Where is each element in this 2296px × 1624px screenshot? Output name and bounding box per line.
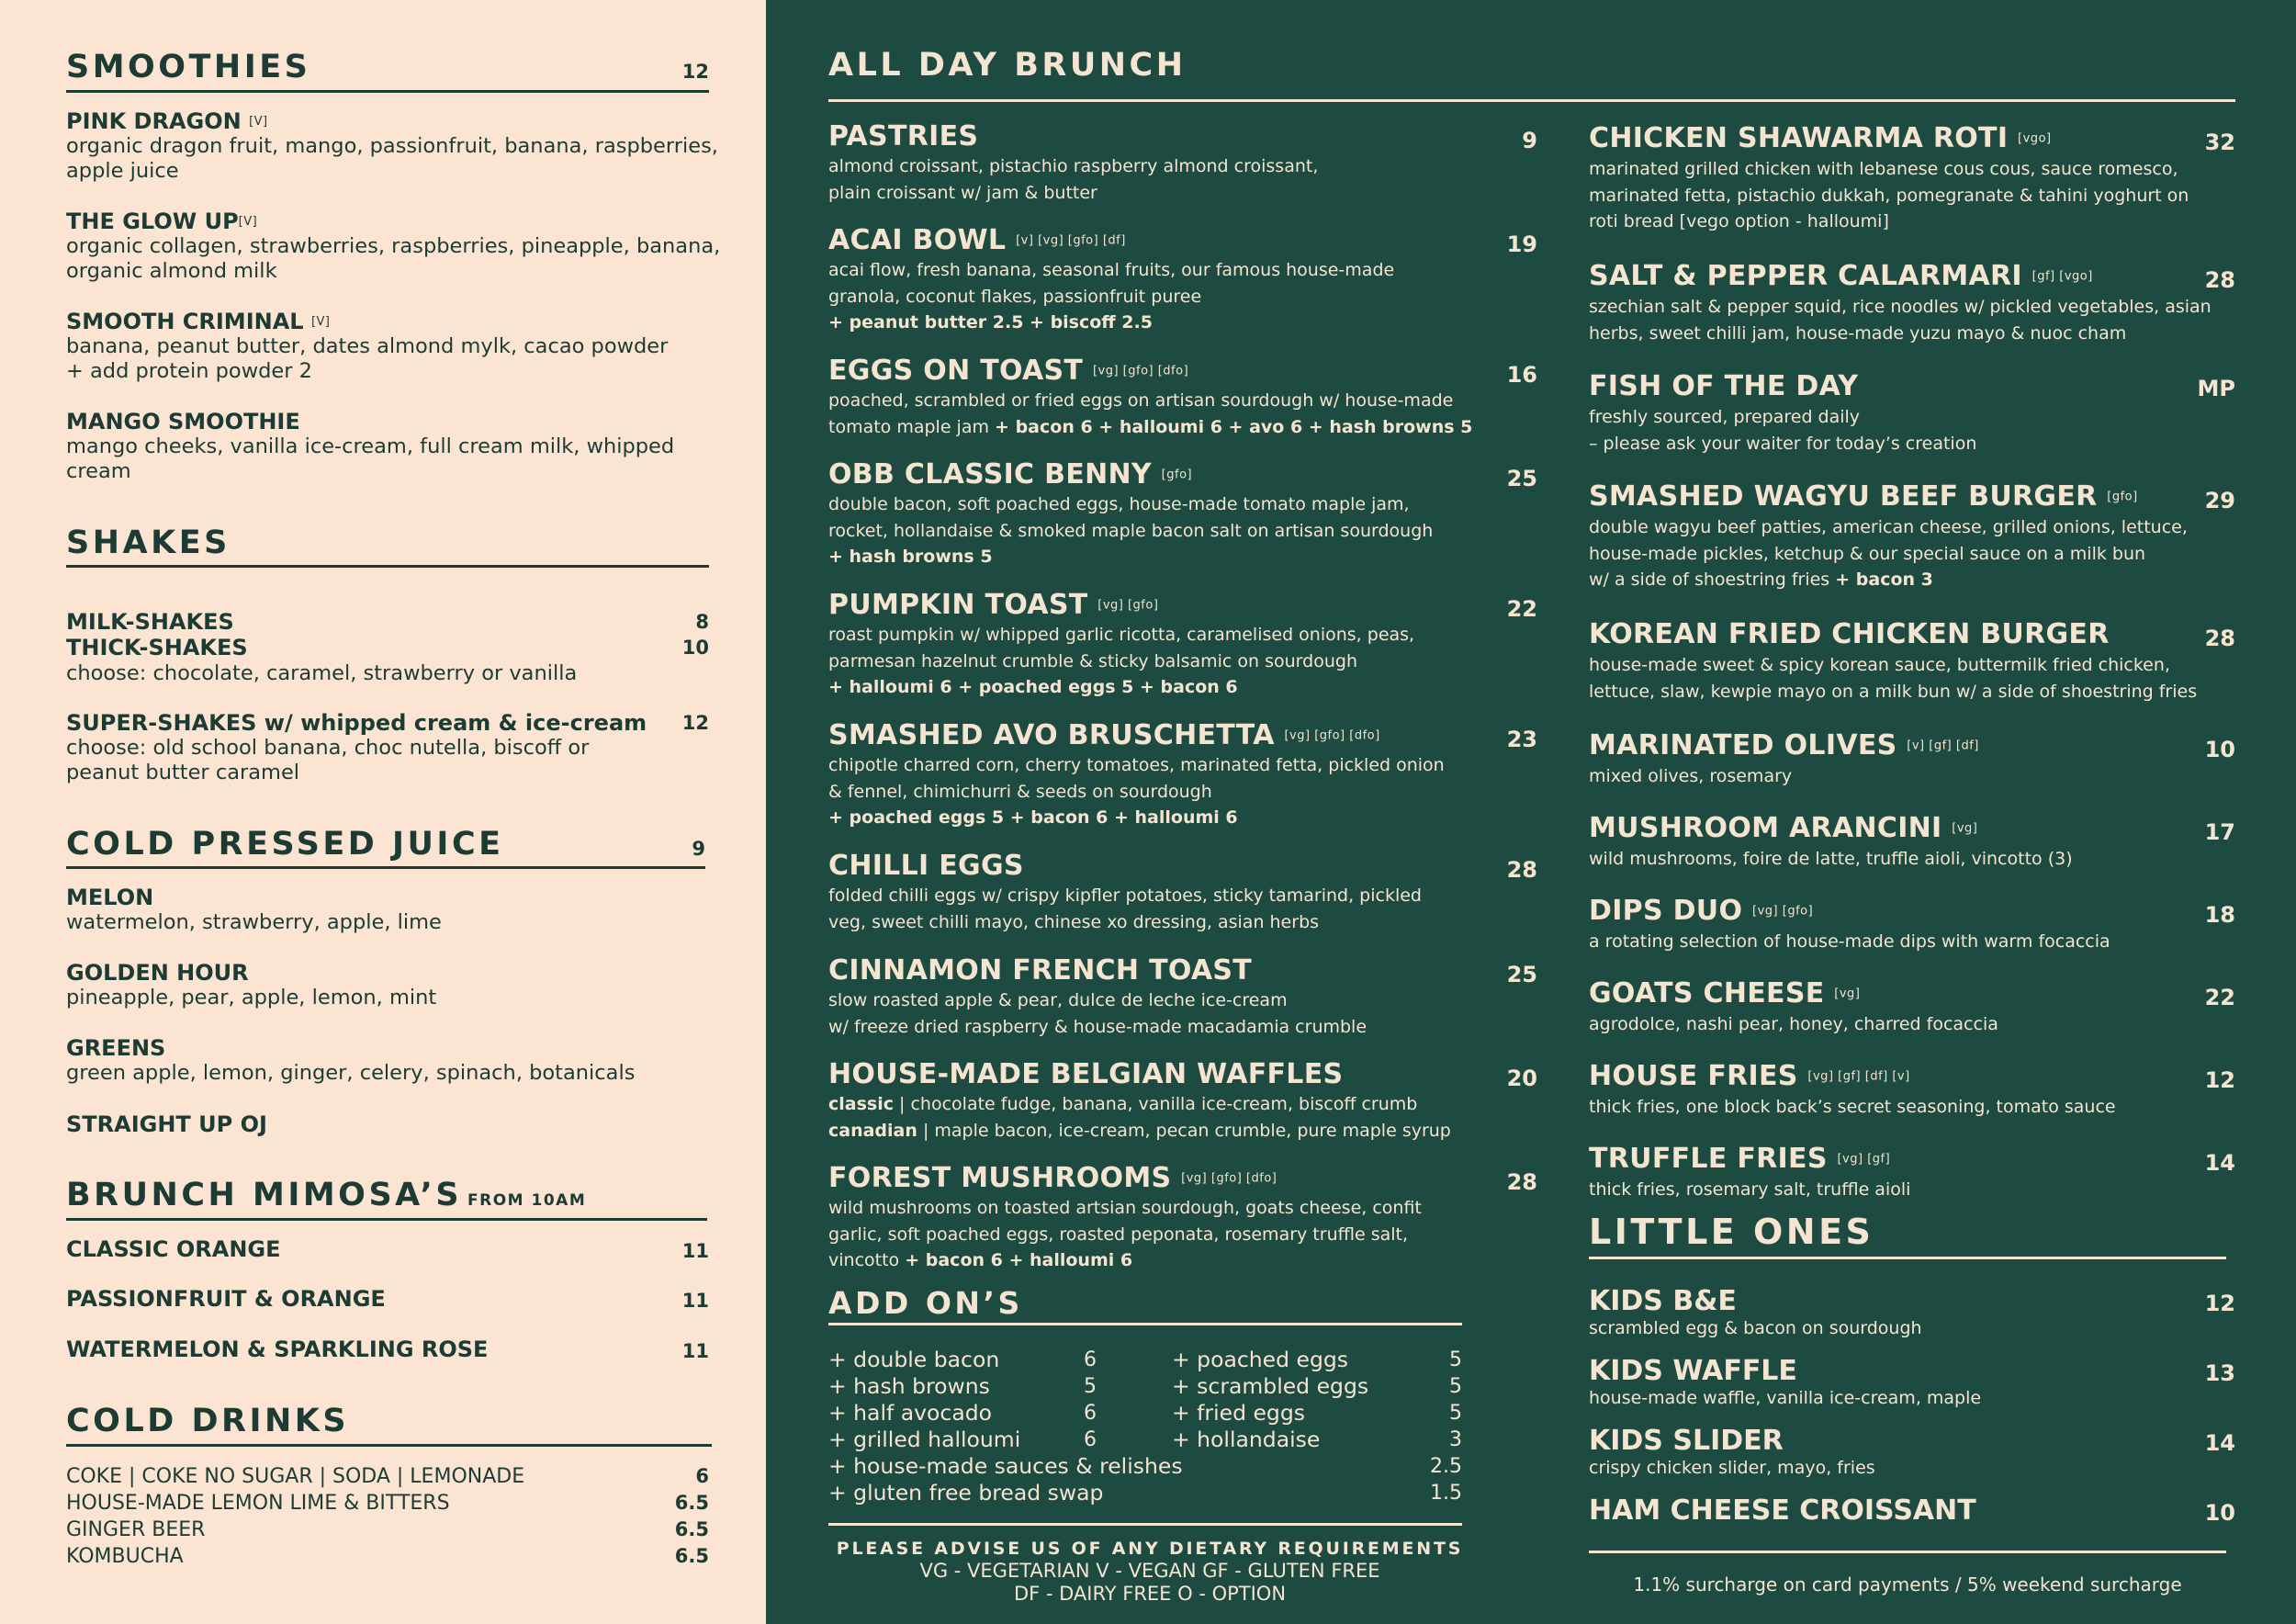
menu-item-desc: roast pumpkin w/ whipped garlic ricotta, caramelised onions, peas, parmesan hazelnut crumble & sticky balsamic on sourdough + halloumi 6 + poached eggs 5 + bacon 6 <box>828 625 1415 697</box>
menu-item-name: MARINATED OLIVES [v] [gf] [df] <box>1589 729 1979 761</box>
juice-price: 9 <box>692 838 705 860</box>
menu-item-desc: mango cheeks, vanilla ice-cream, full cream milk, whipped cream <box>66 434 675 483</box>
divider <box>828 99 2235 102</box>
menu-item-name: MILK-SHAKES <box>66 609 234 635</box>
menu-item-price: 13 <box>2204 1360 2235 1386</box>
addon-price: 5 <box>1449 1348 1462 1371</box>
divider <box>66 90 709 93</box>
menu-item-desc: house-made waffle, vanilla ice-cream, maple <box>1589 1388 1982 1408</box>
menu-item-desc: scrambled egg & bacon on sourdough <box>1589 1318 1922 1338</box>
menu-item-name: TRUFFLE FRIES [vg] [gf] <box>1589 1143 1891 1175</box>
menu-item-price: 20 <box>1506 1066 1537 1091</box>
addon-price: 5 <box>1449 1375 1462 1398</box>
menu-item-name: KOREAN FRIED CHICKEN BURGER <box>1589 618 2110 650</box>
menu-item-price: 16 <box>1506 362 1537 388</box>
menu-item-price: 18 <box>2204 902 2235 928</box>
menu-item-price: 25 <box>1506 962 1537 987</box>
addon-name: + half avocado <box>828 1400 993 1426</box>
menu-item-price: 12 <box>681 712 709 734</box>
menu-item-desc: almond croissant, pistachio raspberry almond croissant, plain croissant w/ jam & butter <box>828 156 1319 203</box>
dietary-key-line2: DF - DAIRY FREE O - OPTION <box>1013 1583 1287 1605</box>
drink-name: GINGER BEER <box>66 1518 206 1541</box>
menu-item-desc: chipotle charred corn, cherry tomatoes, marinated fetta, pickled onion & fennel, chimichurri & seeds on sourdough + poached eggs 5 + bacon 6 + halloumi 6 <box>828 755 1445 828</box>
menu-item-desc: acai flow, fresh banana, seasonal fruits, our famous house-made granola, coconut flakes, passionfruit puree + peanut butter 2.5 + biscoff 2.5 <box>828 260 1395 333</box>
menu-item-name: CINNAMON FRENCH TOAST <box>828 954 1253 987</box>
menu-item-name: KIDS B&E <box>1589 1285 1737 1317</box>
menu-item-price: 12 <box>2204 1291 2235 1316</box>
menu-item-name: GOATS CHEESE [vg] <box>1589 977 1861 1009</box>
menu-item-name: SALT & PEPPER CALARMARI [gf] [vgo] <box>1589 260 2093 292</box>
right-panel <box>766 0 2296 1624</box>
divider <box>66 565 709 568</box>
menu-item-price: 28 <box>1506 1169 1537 1195</box>
menu-item-price: 22 <box>2204 985 2235 1010</box>
menu-item-name: SMOOTH CRIMINAL [V] <box>66 309 331 334</box>
menu-item-name: OBB CLASSIC BENNY [gfo] <box>828 458 1193 491</box>
menu-item-name: EGGS ON TOAST [vg] [gfo] [dfo] <box>828 355 1189 387</box>
menu-item-desc: banana, peanut butter, dates almond mylk, cacao powder <box>66 334 669 358</box>
menu-item-desc: wild mushrooms on toasted artsian sourdough, goats cheese, confit garlic, soft poached eggs, roasted peponata, rosemary truffle salt, vincotto + bacon 6 + halloumi 6 <box>828 1198 1422 1270</box>
addons-title: ADD ON’S <box>828 1285 1023 1321</box>
smoothies-price: 12 <box>681 61 709 83</box>
menu-item-price: 19 <box>1506 231 1537 257</box>
addon-name: + fried eggs <box>1172 1400 1306 1426</box>
addon-price: 1.5 <box>1430 1482 1462 1505</box>
menu-item-name: WATERMELON & SPARKLING ROSE <box>66 1336 489 1362</box>
menu-item-name: CLASSIC ORANGE <box>66 1236 281 1262</box>
menu-item-desc: mixed olives, rosemary <box>1589 766 1793 786</box>
menu-item-desc: choose: old school banana, choc nutella, biscoff or peanut butter caramel <box>66 736 590 784</box>
menu-item-desc: agrodolce, nashi pear, honey, charred focaccia <box>1589 1014 1998 1034</box>
menu-item-price: 25 <box>1506 466 1537 491</box>
dietary-key-line1: VG - VEGETARIAN V - VEGAN GF - GLUTEN FREE <box>919 1560 1380 1582</box>
menu-item-desc: green apple, lemon, ginger, celery, spinach, botanicals <box>66 1061 636 1085</box>
menu-item-name: MELON <box>66 885 154 910</box>
menu-item-name: PUMPKIN TOAST [vg] [gfo] <box>828 589 1159 621</box>
menu-item-name: HAM CHEESE CROISSANT <box>1589 1494 1976 1527</box>
menu-item-price: 10 <box>681 637 709 659</box>
addon-name: + hash browns <box>828 1373 990 1399</box>
little-ones-title: LITTLE ONES <box>1589 1212 1874 1252</box>
menu-item-name: PINK DRAGON [V] <box>66 108 268 134</box>
shakes-title: SHAKES <box>66 524 231 561</box>
divider <box>828 1323 1462 1325</box>
menu-item-name: MUSHROOM ARANCINI [vg] <box>1589 812 1978 844</box>
menu-item-price: 11 <box>681 1290 709 1312</box>
divider <box>66 866 705 869</box>
menu-item-name: PASSIONFRUIT & ORANGE <box>66 1286 386 1312</box>
menu-item-price: 11 <box>681 1340 709 1362</box>
addon-name: + poached eggs <box>1172 1347 1349 1372</box>
menu-item-name: DIPS DUO [vg] [gfo] <box>1589 895 1814 927</box>
drink-name: COKE | COKE NO SUGAR | SODA | LEMONADE <box>66 1465 525 1488</box>
menu-item-desc: freshly sourced, prepared daily – please ask your waiter for today’s creation <box>1589 407 1977 454</box>
menu-item-name: GOLDEN HOUR <box>66 960 249 986</box>
menu-item-desc: double bacon, soft poached eggs, house-made tomato maple jam, rocket, hollandaise & smoked maple bacon salt on artisan sourdough + hash browns 5 <box>828 494 1434 567</box>
addon-price: 5 <box>1084 1375 1097 1398</box>
menu-item-price: 12 <box>2204 1067 2235 1093</box>
menu-item-desc: double wagyu beef patties, american cheese, grilled onions, lettuce, house-made pickles, ketchup & our special sauce on a milk bun w/ a side of shoestring fries + bacon 3 <box>1589 517 2188 590</box>
menu-item-desc: thick fries, one block back’s secret seasoning, tomato sauce <box>1589 1097 2116 1117</box>
left-panel <box>0 0 766 1624</box>
menu-item-desc: classic | chocolate fudge, banana, vanilla ice-cream, biscoff crumb canadian | maple bacon, ice-cream, pecan crumble, pure maple syrup <box>828 1094 1451 1141</box>
menu-item-name: HOUSE FRIES [vg] [gf] [df] [v] <box>1589 1060 1910 1092</box>
dietary-title: PLEASE ADVISE US OF ANY DIETARY REQUIREMENTS <box>836 1539 1464 1559</box>
menu-item-name: THE GLOW UP[V] <box>66 209 258 234</box>
divider <box>66 1444 712 1447</box>
menu-item-price: 10 <box>2204 1500 2235 1526</box>
menu-item-price: 23 <box>1506 727 1537 752</box>
menu-item-price: 11 <box>681 1240 709 1262</box>
divider <box>1589 1257 2226 1259</box>
menu-item-desc: organic collagen, strawberries, raspberries, pineapple, banana, organic almond milk <box>66 234 721 283</box>
addon-price: 5 <box>1449 1402 1462 1425</box>
menu-item-desc: crispy chicken slider, mayo, fries <box>1589 1458 1875 1478</box>
menu-item-desc: house-made sweet & spicy korean sauce, buttermilk fried chicken, lettuce, slaw, kewpie mayo on a milk bun w/ a side of shoestring fries <box>1589 655 2198 702</box>
smoothies-title: SMOOTHIES <box>66 49 311 85</box>
menu-item-name: HOUSE-MADE BELGIAN WAFFLES <box>828 1058 1344 1090</box>
addon-name: + hollandaise <box>1172 1427 1321 1452</box>
menu-item-desc: thick fries, rosemary salt, truffle aioli <box>1589 1179 1911 1200</box>
cold-drinks-title: COLD DRINKS <box>66 1403 350 1439</box>
menu-item-name: CHILLI EGGS <box>828 850 1024 882</box>
mimosa-title: BRUNCH MIMOSA’S FROM 10AM <box>66 1177 587 1213</box>
menu-item-price: 28 <box>2204 267 2235 293</box>
menu-item-name: SUPER-SHAKES w/ whipped cream & ice-cream <box>66 710 647 736</box>
menu-item-desc: folded chilli eggs w/ crispy kipfler potatoes, sticky tamarind, pickled veg, sweet chilli mayo, chinese xo dressing, asian herbs <box>828 885 1422 932</box>
menu-item-price: 10 <box>2204 737 2235 762</box>
menu-item-price: 9 <box>1522 128 1537 153</box>
drink-name: KOMBUCHA <box>66 1545 184 1568</box>
addon-name: + house-made sauces & relishes <box>828 1453 1183 1479</box>
menu-item-name: FISH OF THE DAY <box>1589 370 1859 402</box>
addon-name: + scrambled eggs <box>1172 1373 1369 1399</box>
addon-price: 6 <box>1084 1402 1097 1425</box>
addon-price: 2.5 <box>1430 1455 1462 1478</box>
menu-item-name: CHICKEN SHAWARMA ROTI [vgo] <box>1589 122 2052 154</box>
menu-item-name: FOREST MUSHROOMS [vg] [gfo] [dfo] <box>828 1162 1277 1194</box>
menu-item-desc: szechian salt & pepper squid, rice noodles w/ pickled vegetables, asian herbs, sweet chilli jam, house-made yuzu mayo & nuoc cham <box>1589 297 2212 344</box>
menu-item-price: 17 <box>2204 819 2235 845</box>
menu-item-name: KIDS WAFFLE <box>1589 1355 1797 1387</box>
divider <box>1589 1551 2226 1553</box>
juice-title: COLD PRESSED JUICE <box>66 826 504 863</box>
menu-item-name: ACAI BOWL [v] [vg] [gfo] [df] <box>828 224 1126 256</box>
menu-item-name: GREENS <box>66 1035 166 1061</box>
divider <box>66 1218 707 1221</box>
menu-item-price: 14 <box>2204 1430 2235 1456</box>
addon-price: 6 <box>1084 1428 1097 1451</box>
drink-price: 6.5 <box>674 1545 709 1567</box>
addon-name: + gluten free bread swap <box>828 1480 1104 1506</box>
drink-price: 6.5 <box>674 1518 709 1540</box>
menu-item-desc: watermelon, strawberry, apple, lime <box>66 910 442 934</box>
drink-price: 6.5 <box>674 1492 709 1514</box>
menu-item-desc: marinated grilled chicken with lebanese cous cous, sauce romesco, marinated fetta, pistachio dukkah, pomegranate & tahini yoghurt on roti bread [vego option - halloumi] <box>1589 159 2189 231</box>
brunch-title: ALL DAY BRUNCH <box>828 47 1187 84</box>
menu-item-extra: + add protein powder 2 <box>66 359 312 383</box>
menu-item-price: 14 <box>2204 1150 2235 1176</box>
menu-item-price: 28 <box>1506 857 1537 883</box>
menu-item-price: 32 <box>2204 130 2235 155</box>
menu-item-desc: pineapple, pear, apple, lemon, mint <box>66 986 437 1009</box>
menu-item-name: PASTRIES <box>828 120 979 152</box>
drink-price: 6 <box>695 1465 709 1487</box>
divider <box>828 1523 1462 1526</box>
menu-item-name: SMASHED AVO BRUSCHETTA [vg] [gfo] [dfo] <box>828 719 1380 751</box>
menu-item-name: SMASHED WAGYU BEEF BURGER [gfo] <box>1589 480 2138 513</box>
surcharge-note: 1.1% surcharge on card payments / 5% weekend surcharge <box>1633 1573 2182 1596</box>
menu-item-price: 22 <box>1506 596 1537 622</box>
addon-name: + double bacon <box>828 1347 1000 1372</box>
menu-item-desc: choose: chocolate, caramel, strawberry or vanilla <box>66 661 578 685</box>
menu-item-price: 8 <box>695 611 709 633</box>
menu-item-price: 29 <box>2204 488 2235 513</box>
menu-item-desc: wild mushrooms, foire de latte, truffle aioli, vincotto (3) <box>1589 849 2073 869</box>
menu-item-desc: organic dragon fruit, mango, passionfruit, banana, raspberries, apple juice <box>66 134 718 183</box>
menu-item-name: MANGO SMOOTHIE <box>66 409 300 434</box>
menu-item-name: THICK-SHAKES <box>66 635 248 660</box>
menu-item-price: MP <box>2197 376 2235 401</box>
menu-item-desc: slow roasted apple & pear, dulce de leche ice-cream w/ freeze dried raspberry & house-made macadamia crumble <box>828 990 1367 1037</box>
addon-price: 3 <box>1449 1428 1462 1451</box>
menu-item-price: 28 <box>2204 626 2235 651</box>
drink-name: HOUSE-MADE LEMON LIME & BITTERS <box>66 1492 450 1515</box>
menu-item-desc: poached, scrambled or fried eggs on artisan sourdough w/ house-made tomato maple jam + bacon 6 + halloumi 6 + avo 6 + hash browns 5 <box>828 390 1473 437</box>
addon-price: 6 <box>1084 1348 1097 1371</box>
addon-name: + grilled halloumi <box>828 1427 1021 1452</box>
menu-item-name: STRAIGHT UP OJ <box>66 1111 267 1137</box>
menu-item-name: KIDS SLIDER <box>1589 1425 1784 1457</box>
menu-item-desc: a rotating selection of house-made dips with warm focaccia <box>1589 931 2110 952</box>
